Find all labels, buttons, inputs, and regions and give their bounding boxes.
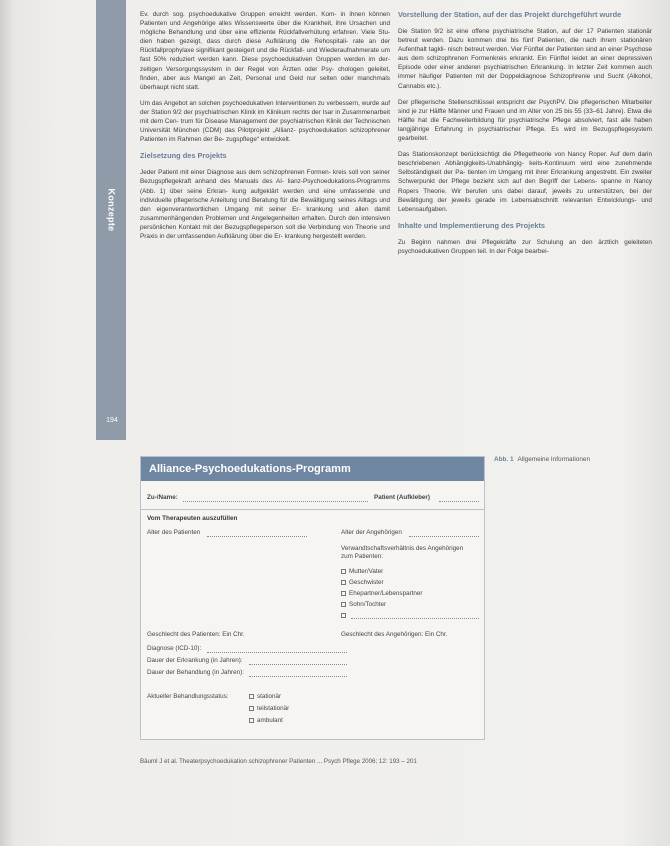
relation-option: Ehepartner/Lebenspartner — [341, 590, 423, 597]
section-heading: Inhalte und Implementierung des Projekts — [398, 220, 546, 230]
patient-sticker-label: Patient (Aufkleber) — [374, 494, 430, 501]
name-label: Zu-/Name: — [147, 494, 178, 501]
treatment-duration-label: Dauer der Behandlung (in Jahren): — [147, 669, 244, 676]
figure-caption-label: Abb. 1 — [494, 456, 514, 463]
figure-caption — [494, 456, 590, 463]
form-section-title: Vom Therapeuten auszufüllen — [147, 515, 238, 522]
paragraph: Jeder Patient mit einer Diagnose aus dem schizophrenen Formen- kreis soll von seiner Bezugspflegekraft anhand des Manuals des Al- lianz-Psychoedukations-Programms (Abb. 1) über seine Erkran- kung aufgeklärt werden und eine umfassende und individuelle pflegerische Anleitung und Beratung für die Bewältigung seines Alltags und den eigenverantwortlichen Umgang mit seiner Er- krankung und allen damit zusammenhängenden Problemen und Angelegenheiten erhalten. Durch den intensiven persönlichen Kontakt mit der Bezugspflegeperson soll die Verbindung von Theorie und Praxis in der umfassenden Aufklärung über die Er- krankung hergestellt werden. — [140, 169, 390, 240]
checkbox — [249, 706, 254, 711]
relation-option: Sohn/Tochter — [341, 601, 386, 608]
treatment-option: teilstationär — [249, 705, 289, 712]
age-relative-label: Alter der Angehörigen — [341, 529, 402, 536]
checkbox — [341, 580, 346, 585]
checkbox — [341, 613, 346, 618]
checkbox — [249, 718, 254, 723]
patient-sticker-line — [439, 501, 479, 502]
sex-relative-label: Geschlecht des Angehörigen: Ein Chr. — [341, 631, 448, 638]
section-label: Konzepte — [106, 188, 116, 232]
checkbox — [341, 591, 346, 596]
treatment-option: ambulant — [249, 717, 283, 724]
page-number: 194 — [106, 417, 118, 424]
age-patient-label: Alter des Patienten — [147, 529, 201, 536]
age-relative-line — [409, 536, 479, 537]
checkbox — [341, 602, 346, 607]
paragraph: Der pflegerische Stellenschlüssel entspricht der PsychPV. Die pflegerischen Mitarbeiter sind je zur Hälfte Männer und Frauen und im Alter von 25 bis 55 (33–61 Jahre). Etwa die Hälfte hat die Fachweiterbildung für psychiatrische Pflege absolviert, fast alle haben langjährige Erfahrung in psychiatrischer Pflege. Es wird im Bezugspflegesystem gearbeitet. — [398, 98, 652, 143]
age-patient-line — [207, 536, 307, 537]
current-treatment-label: Aktueller Behandlungsstatus: — [147, 693, 229, 700]
paragraph: Zu Beginn nahmen drei Pflegekräfte zur Schulung an den ärztlich geleiteten psychoedukativen Gruppen teil. In der Folge bearbei- — [398, 238, 652, 255]
right-column — [398, 10, 652, 263]
treatment-duration-line — [249, 676, 347, 677]
relation-option: Geschwister — [341, 579, 384, 586]
paragraph: Die Station 9/2 ist eine offene psychiatrische Station, auf der 17 Patienten stationär betreut werden. Dazu kommen drei bis fünf Patienten, die nach ihrem stationären Aufenthalt tagkli- nisch betreut werden. Vier Fünftel der Patienten sind an einer Psychose aus dem schizophrenen Formenkreis erkrankt. Ein Fünftel leidet an einer depressiven Episode oder einer anderen psychiatrischen Erkrankung. In letzter Zeit kommen auch immer häufiger Patienten mit der Doppeldiagnose Schizophrenie und Sucht (Alkohol, Cannabis etc.). — [398, 28, 652, 90]
relation-label: Verwandtschaftsverhältnis des Angehörigen zum Patienten: — [341, 545, 464, 560]
section-heading: Zielsetzung des Projekts — [140, 151, 227, 161]
checkbox — [341, 569, 346, 574]
relation-option: Mutter/Vater — [341, 568, 383, 575]
relation-other-line — [351, 618, 479, 619]
figure-caption-text: Allgemeine Informationen — [517, 456, 591, 463]
section-heading: Vorstellung der Station, auf der das Projekt durchgeführt wurde — [398, 10, 622, 19]
diagnosis-line — [207, 652, 347, 653]
duration-line — [249, 664, 347, 665]
alliance-form-figure — [140, 456, 485, 740]
name-line — [183, 501, 368, 502]
citation-footer: Bäuml J et al. Theaterpsychoedukation schizophrener Patienten ... Psych Pflege 2006; 12: 193 – 201 — [140, 758, 417, 765]
sex-patient-label: Geschlecht des Patienten: Ein Chr. — [147, 631, 245, 638]
form-divider — [141, 509, 484, 510]
paragraph: Um das Angebot an solchen psychoedukativen Interventionen zu verbessern, wurde auf der Station 9/2 der psychiatrischen Klinik im Klinikum rechts der Isar in Zusammenarbeit mit dem Cen- trum für Disease Management der psychiatrischen Klinik der Technischen Universität München (CDM) das Pilotprojekt „Allianz- psychoedukation schizophrener Patienten im Rahmen der Be- zugspflege“ entwickelt. — [140, 99, 390, 144]
checkbox — [249, 694, 254, 699]
relation-option-other — [341, 612, 349, 619]
duration-label: Dauer der Erkrankung (in Jahren): — [147, 657, 243, 664]
paragraph: Das Stationskonzept berücksichtigt die Pflegetheorie von Nancy Roper. Auf dem darin beschriebenen Abhängigkeits-Unabhängig- keits-Kontinuum wird eine zunehmende Selbständigkeit der Pa- tienten im Umgang mit ihrer Erkrankung angestrebt. Ein zweiter Schwerpunkt der Pflege bezieht sich auf den Begriff der Lebens- spanne in Nancy Ropers Theorie. Wir berufen uns dabei darauf, jeweils zu unterstützen, bei der Bewältigung der jeweils gerade im Lebensabschnitt relevanten Entwicklungs- und Lebensaufgaben. — [398, 151, 652, 213]
treatment-option: stationär — [249, 693, 281, 700]
paragraph: Ev. durch sog. psychoedukative Gruppen erreicht werden. Kom- in ihnen können Patienten und Angehörige alles Wissenswerte über die Krankheit, ihre Ursachen und mögliche Behandlung und über eine effiziente Rückfallverhütung erfahren. Viele Stu- dien haben gezeigt, dass durch diese Aufklärung die Rehospitali- rate an der Rückfallprophylaxe signifikant gesteigert und die Rückfall- und Wiederaufnahmerate um fast 50% reduziert werden kann. Diese psychoedukativen Gruppen werden im der- zeitigen Versorgungssystem in der Regel von Ärzten oder Psy- chologen geleitet, finden, aber aus Mangel an Zeit, Personal und Geld nur selten oder manchmals überhaupt nicht statt. — [140, 11, 390, 91]
left-column — [140, 10, 390, 248]
form-title: Alliance-Psychoedukations-Programm — [141, 457, 484, 481]
diagnosis-label: Diagnose (ICD-10): — [147, 645, 202, 652]
